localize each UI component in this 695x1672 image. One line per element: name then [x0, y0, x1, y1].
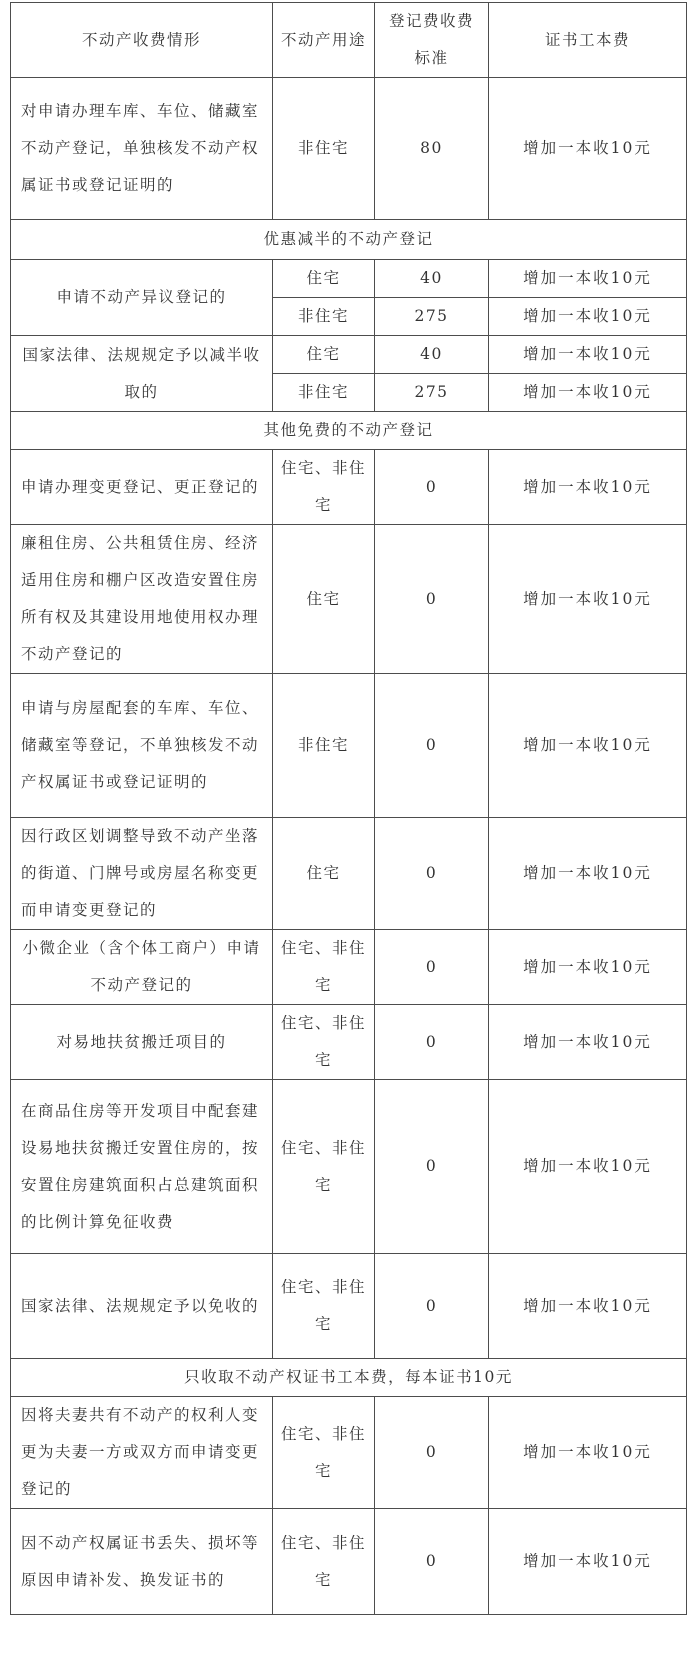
row-standard: 0 [375, 674, 489, 818]
row-usage: 住宅、非住宅 [273, 450, 375, 525]
row-standard: 40 [375, 260, 489, 298]
row-certificate: 增加一本收10元 [489, 1397, 687, 1509]
row-standard: 0 [375, 930, 489, 1005]
table-row [11, 674, 687, 818]
section-row [11, 1359, 687, 1397]
row-standard: 0 [375, 525, 489, 674]
row-certificate: 增加一本收10元 [489, 930, 687, 1005]
row-situation: 因行政区划调整导致不动产坐落的街道、门牌号或房屋名称变更而申请变更登记的 [11, 818, 273, 930]
section-row [11, 412, 687, 450]
header-usage: 不动产用途 [273, 3, 375, 78]
row-certificate: 增加一本收10元 [489, 525, 687, 674]
header-situation: 不动产收费情形 [11, 3, 273, 78]
row-standard: 0 [375, 818, 489, 930]
table-row [11, 78, 687, 220]
section-row [11, 220, 687, 260]
section-half-title: 优惠减半的不动产登记 [11, 220, 687, 260]
row-usage: 住宅、非住宅 [273, 930, 375, 1005]
row-standard: 0 [375, 1397, 489, 1509]
row-certificate: 增加一本收10元 [489, 374, 687, 412]
table-row [11, 336, 687, 374]
table-row [11, 1397, 687, 1509]
row-certificate: 增加一本收10元 [489, 298, 687, 336]
row-usage: 住宅 [273, 336, 375, 374]
row-situation: 对易地扶贫搬迁项目的 [11, 1005, 273, 1080]
table-row [11, 1005, 687, 1080]
row-certificate: 增加一本收10元 [489, 1509, 687, 1615]
table-row [11, 260, 687, 298]
row-situation: 廉租住房、公共租赁住房、经济适用住房和棚户区改造安置住房所有权及其建设用地使用权办理不动产登记的 [11, 525, 273, 674]
row-certificate: 增加一本收10元 [489, 1080, 687, 1254]
row-standard: 0 [375, 1005, 489, 1080]
fee-table [10, 2, 687, 1615]
row-certificate: 增加一本收10元 [489, 1005, 687, 1080]
table-row [11, 818, 687, 930]
row-standard: 0 [375, 450, 489, 525]
row-usage: 住宅、非住宅 [273, 1254, 375, 1359]
row-situation: 申请办理变更登记、更正登记的 [11, 450, 273, 525]
row-usage: 住宅 [273, 525, 375, 674]
row-situation: 因不动产权属证书丢失、损坏等原因申请补发、换发证书的 [11, 1509, 273, 1615]
row-certificate: 增加一本收10元 [489, 818, 687, 930]
section-free-title: 其他免费的不动产登记 [11, 412, 687, 450]
header-certificate: 证书工本费 [489, 3, 687, 78]
row-situation: 国家法律、法规规定予以免收的 [11, 1254, 273, 1359]
row-usage: 住宅、非住宅 [273, 1509, 375, 1615]
row-usage: 非住宅 [273, 298, 375, 336]
table-row [11, 1254, 687, 1359]
table-row [11, 525, 687, 674]
section-cert-title: 只收取不动产权证书工本费，每本证书10元 [11, 1359, 687, 1397]
row-usage: 住宅、非住宅 [273, 1397, 375, 1509]
row-standard: 0 [375, 1080, 489, 1254]
row-situation: 在商品住房等开发项目中配套建设易地扶贫搬迁安置住房的，按安置住房建筑面积占总建筑面积的比例计算免征收费 [11, 1080, 273, 1254]
table-row [11, 930, 687, 1005]
row-standard: 0 [375, 1254, 489, 1359]
row-situation: 国家法律、法规规定予以减半收取的 [11, 336, 273, 412]
row-certificate: 增加一本收10元 [489, 450, 687, 525]
row-standard: 275 [375, 298, 489, 336]
row-standard: 80 [375, 78, 489, 220]
row-usage: 非住宅 [273, 374, 375, 412]
row-standard: 0 [375, 1509, 489, 1615]
row-certificate: 增加一本收10元 [489, 336, 687, 374]
row-certificate: 增加一本收10元 [489, 260, 687, 298]
row-certificate: 增加一本收10元 [489, 78, 687, 220]
row-situation: 对申请办理车库、车位、储藏室不动产登记，单独核发不动产权属证书或登记证明的 [11, 78, 273, 220]
row-usage: 住宅、非住宅 [273, 1080, 375, 1254]
row-usage: 住宅 [273, 818, 375, 930]
table-row [11, 450, 687, 525]
row-standard: 40 [375, 336, 489, 374]
header-standard: 登记费收费标准 [375, 3, 489, 78]
row-situation: 申请不动产异议登记的 [11, 260, 273, 336]
row-standard: 275 [375, 374, 489, 412]
row-situation: 小微企业（含个体工商户）申请不动产登记的 [11, 930, 273, 1005]
table-row [11, 1509, 687, 1615]
row-situation: 因将夫妻共有不动产的权利人变更为夫妻一方或双方而申请变更登记的 [11, 1397, 273, 1509]
row-usage: 住宅 [273, 260, 375, 298]
row-certificate: 增加一本收10元 [489, 674, 687, 818]
row-usage: 住宅、非住宅 [273, 1005, 375, 1080]
row-situation: 申请与房屋配套的车库、车位、储藏室等登记，不单独核发不动产权属证书或登记证明的 [11, 674, 273, 818]
row-usage: 非住宅 [273, 78, 375, 220]
table-row [11, 1080, 687, 1254]
table-header-row [11, 3, 687, 78]
row-usage: 非住宅 [273, 674, 375, 818]
row-certificate: 增加一本收10元 [489, 1254, 687, 1359]
